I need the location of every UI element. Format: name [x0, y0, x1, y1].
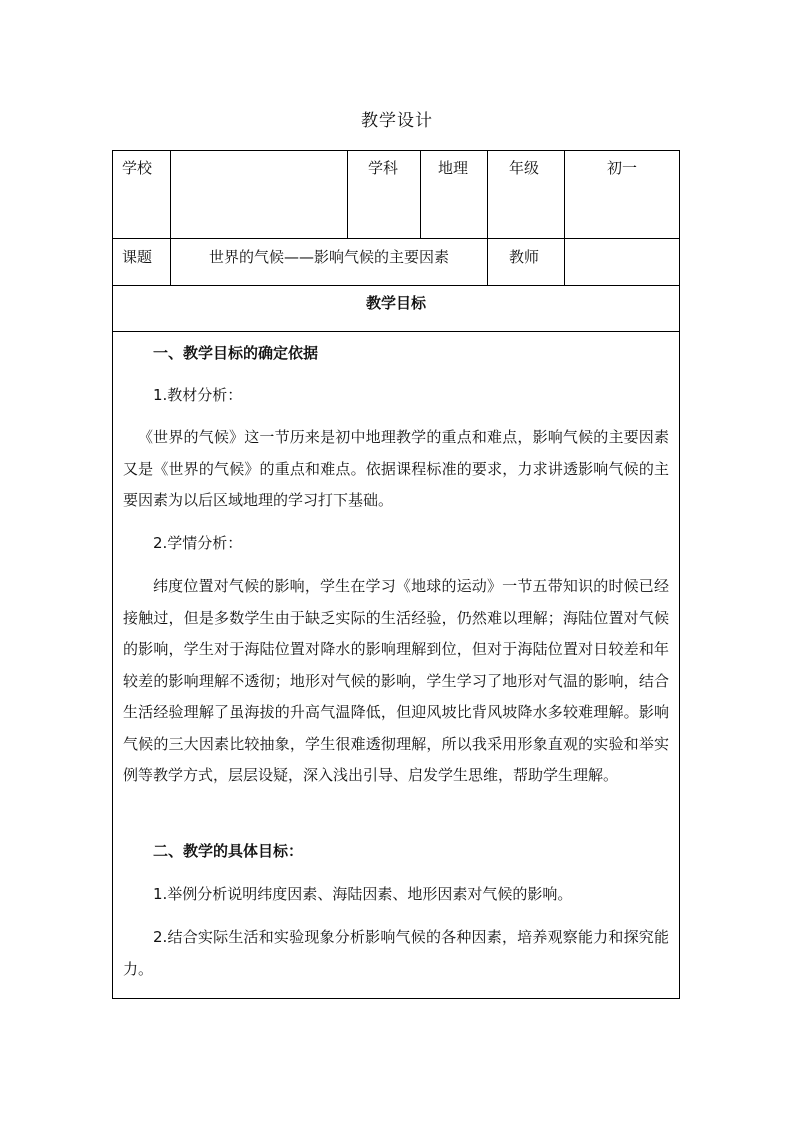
school-label: 学校 — [122, 159, 153, 177]
row-divider — [113, 331, 679, 332]
subheading-textbook-analysis: 1.教材分析： — [153, 386, 243, 404]
goal-item: 1.举例分析说明纬度因素、海陆因素、地形因素对气候的影响。 — [153, 885, 573, 903]
grade-value: 初一 — [606, 159, 637, 177]
topic-label: 课题 — [122, 248, 153, 266]
paragraph-textbook-analysis: 《世界的气候》这一节历来是初中地理教学的重点和难点，影响气候的主要因素又是《世界的气候》的重点和难点。依据课程标准的要求，力求讲透影响气候的主要因素为以后区域地理的学习打下基础。 — [123, 428, 669, 509]
grade-label: 年级 — [509, 159, 540, 177]
teacher-label: 教师 — [509, 248, 540, 266]
column-divider — [420, 151, 421, 239]
subject-label: 学科 — [368, 159, 399, 177]
subject-value: 地理 — [438, 159, 469, 177]
row-divider — [113, 238, 679, 239]
topic-value: 世界的气候——影响气候的主要因素 — [208, 248, 449, 266]
heading-basis: 一、教学目标的确定依据 — [153, 344, 319, 362]
heading-specific-goals: 二、教学的具体目标： — [153, 842, 304, 860]
page-title: 教学设计 — [361, 111, 433, 131]
section-title: 教学目标 — [365, 294, 426, 312]
row-divider — [113, 285, 679, 286]
column-divider — [347, 151, 348, 239]
lesson-plan-table — [112, 150, 680, 999]
paragraph-student-analysis: 纬度位置对气候的影响，学生在学习《地球的运动》一节五带知识的时候已经接触过，但是多数学生由于缺乏实际的生活经验，仍然难以理解；海陆位置对气候的影响，学生对于海陆位置对降水的影响理解到位，但对于海陆位置对日较差和年较差的影响理解不透彻；地形对气候的影响，学生学习了地形对气温的影响，结合生活经验理解了虽海拔的升高气温降低，但迎风坡比背风坡降水多较难理解。影响气候的三大因素比较抽象，学生很难透彻理解，所以我采用形象直观的实验和举实例等教学方式，层层设疑，深入浅出引导、启发学生思维，帮助学生理解。 — [123, 577, 669, 784]
subheading-student-analysis: 2.学情分析： — [153, 534, 243, 552]
goal-item: 2.结合实际生活和实验现象分析影响气候的各种因素，培养观察能力和探究能力。 — [123, 928, 669, 978]
column-divider — [487, 151, 488, 285]
